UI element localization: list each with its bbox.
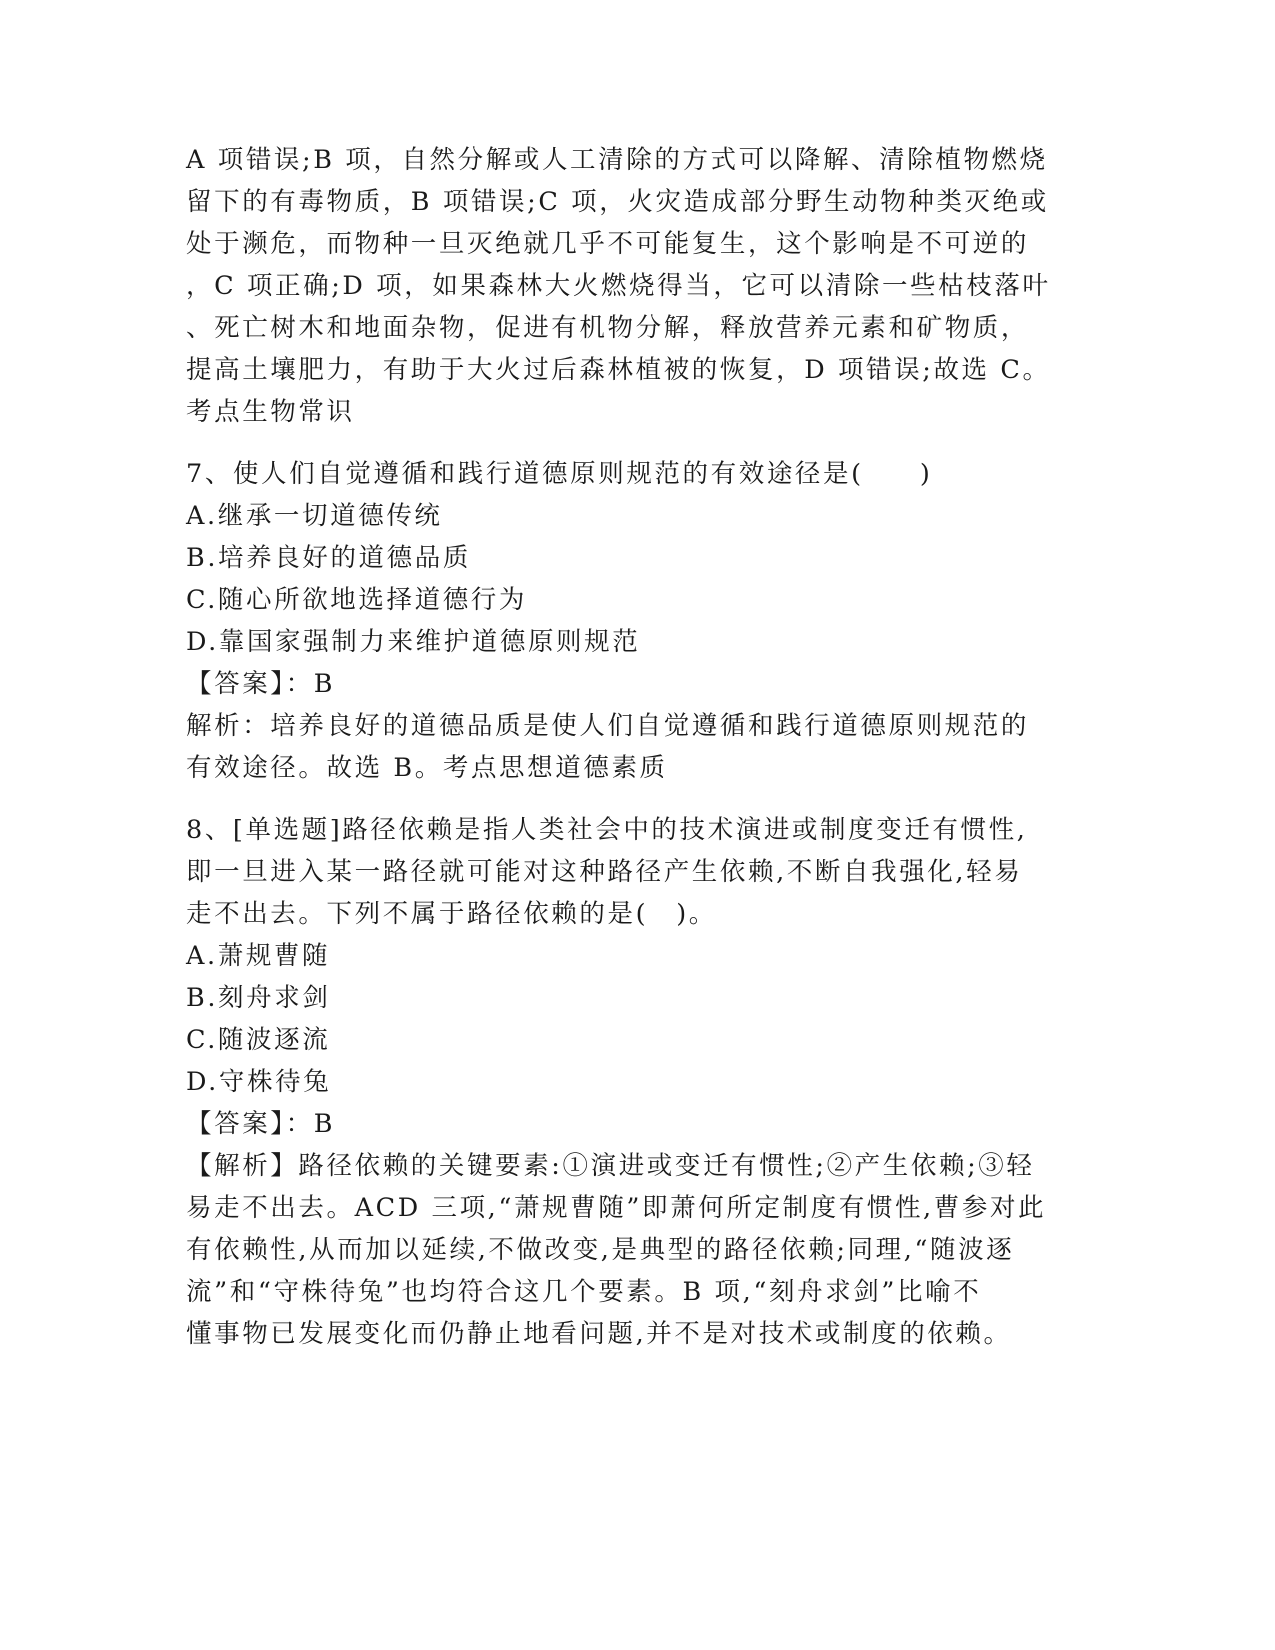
- q6-analysis-line: A 项错误;B 项，自然分解或人工清除的方式可以降解、清除植物燃烧: [186, 145, 1048, 175]
- q8-option-d: D.守株待兔: [186, 1067, 332, 1097]
- q7-answer: 【答案】：B: [186, 669, 336, 699]
- q6-analysis-line: 、死亡树木和地面杂物，促进有机物分解，释放营养元素和矿物质，: [186, 313, 1030, 343]
- q7-option-d: D.靠国家强制力来维护道德原则规范: [186, 627, 641, 657]
- q8-analysis-line: 懂事物已发展变化而仍静止地看问题,并不是对技术或制度的依赖。: [186, 1319, 1012, 1349]
- q8-analysis-line: 有依赖性,从而加以延续,不做改变,是典型的路径依赖;同理,“随波逐: [186, 1235, 1015, 1265]
- q6-analysis-line: 提高土壤肥力，有助于大火过后森林植被的恢复，D 项错误;故选 C。: [186, 355, 1051, 385]
- q8-option-a: A.萧规曹随: [186, 941, 331, 971]
- q6-analysis-line: 考点生物常识: [186, 397, 355, 427]
- q8-answer: 【答案】：B: [186, 1109, 336, 1139]
- q8-analysis-line: 易走不出去。ACD 三项,“萧规曹随”即萧何所定制度有惯性,曹参对此: [186, 1193, 1047, 1223]
- q8-option-b: B.刻舟求剑: [186, 983, 331, 1013]
- q6-analysis-line: 处于濒危，而物种一旦灭绝就几乎不可能复生，这个影响是不可逆的: [186, 229, 1030, 259]
- q8-analysis-line: 流”和“守株待兔”也均符合这几个要素。B 项,“刻舟求剑”比喻不: [186, 1277, 982, 1307]
- q8-stem-line: 即一旦进入某一路径就可能对这种路径产生依赖,不断自我强化,轻易: [186, 857, 1023, 887]
- q7-option-c: C.随心所欲地选择道德行为: [186, 585, 528, 615]
- q8-option-c: C.随波逐流: [186, 1025, 331, 1055]
- q6-analysis-line: 留下的有毒物质，B 项错误;C 项，火灾造成部分野生动物种类灭绝或: [186, 187, 1049, 217]
- q7-analysis-line: 解析：培养良好的道德品质是使人们自觉遵循和践行道德原则规范的: [186, 711, 1030, 741]
- q7-stem: 7、使人们自觉遵循和践行道德原则规范的有效途径是( ): [186, 459, 933, 489]
- q7-option-a: A.继承一切道德传统: [186, 501, 443, 531]
- q8-analysis-line: 【解析】路径依赖的关键要素:①演进或变迁有惯性;②产生依赖;③轻: [186, 1151, 1035, 1181]
- q7-option-b: B.培养良好的道德品质: [186, 543, 471, 573]
- q7-analysis-line: 有效途径。故选 B。考点思想道德素质: [186, 753, 668, 783]
- q8-stem-line: 8、[单选题]路径依赖是指人类社会中的技术演进或制度变迁有惯性,: [186, 815, 1028, 845]
- q8-stem-line: 走不出去。下列不属于路径依赖的是( )。: [186, 899, 717, 929]
- q6-analysis-line: ，C 项正确;D 项，如果森林大火燃烧得当，它可以清除一些枯枝落叶: [186, 271, 1051, 301]
